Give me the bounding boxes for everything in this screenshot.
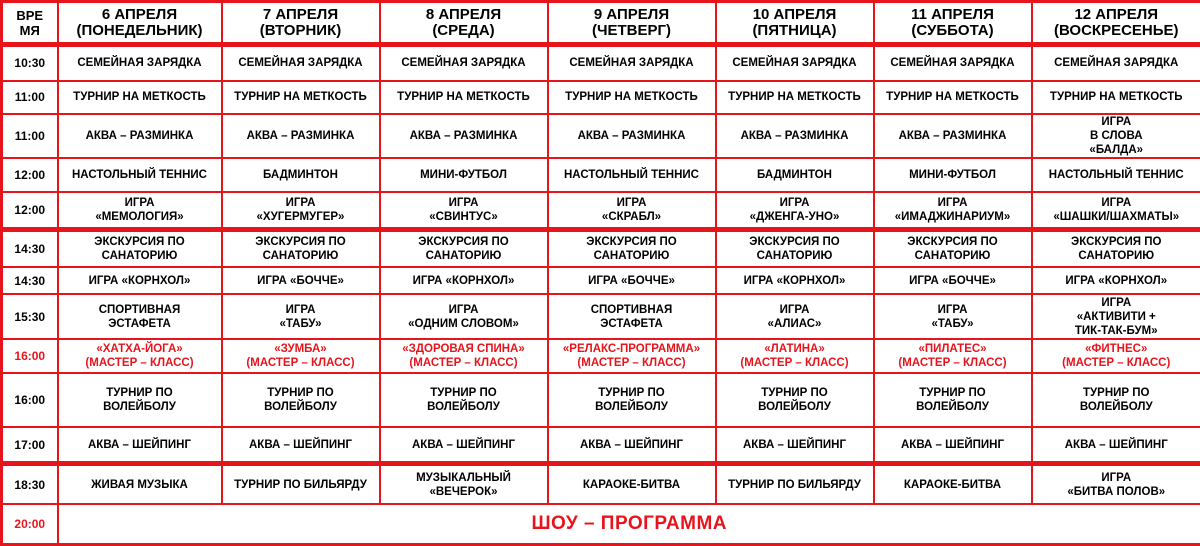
activity-cell: АКВА – РАЗМИНКА	[548, 114, 716, 158]
activity-cell: АКВА – РАЗМИНКА	[58, 114, 222, 158]
activity-cell: ТУРНИР НА МЕТКОСТЬ	[222, 81, 380, 114]
activity-cell: ЖИВАЯ МУЗЫКА	[58, 464, 222, 504]
activity-cell: ИГРА «БОЧЧЕ»	[222, 267, 380, 294]
activity-cell: ИГРА «ОДНИМ СЛОВОМ»	[380, 294, 548, 338]
activity-cell: ИГРА «КОРНХОЛ»	[380, 267, 548, 294]
schedule-row	[2, 81, 1200, 114]
time-cell: 11:00	[2, 114, 58, 158]
time-cell: 12:00	[2, 158, 58, 191]
activity-cell: НАСТОЛЬНЫЙ ТЕННИС	[548, 158, 716, 191]
activity-cell: НАСТОЛЬНЫЙ ТЕННИС	[58, 158, 222, 191]
activity-cell: ЭКСКУРСИЯ ПО САНАТОРИЮ	[548, 230, 716, 267]
activity-cell: ТУРНИР НА МЕТКОСТЬ	[58, 81, 222, 114]
activity-cell: СЕМЕЙНАЯ ЗАРЯДКА	[548, 45, 716, 81]
activity-cell: ИГРА «ДЖЕНГА-УНО»	[716, 192, 874, 230]
activity-cell: ТУРНИР НА МЕТКОСТЬ	[716, 81, 874, 114]
activity-cell: ТУРНИР ПО ВОЛЕЙБОЛУ	[380, 373, 548, 427]
schedule-row	[2, 192, 1200, 230]
activity-cell: ИГРА «БОЧЧЕ»	[874, 267, 1032, 294]
activity-cell: АКВА – РАЗМИНКА	[716, 114, 874, 158]
activity-cell: ТУРНИР ПО ВОЛЕЙБОЛУ	[548, 373, 716, 427]
activity-cell: ТУРНИР ПО БИЛЬЯРДУ	[716, 464, 874, 504]
activity-cell: ИГРА «СВИНТУС»	[380, 192, 548, 230]
activity-cell: МУЗЫКАЛЬНЫЙ «ВЕЧЕРОК»	[380, 464, 548, 504]
activity-cell: АКВА – РАЗМИНКА	[222, 114, 380, 158]
schedule-row	[2, 373, 1200, 427]
activity-cell: ТУРНИР НА МЕТКОСТЬ	[548, 81, 716, 114]
day-header-mon: 6 АПРЕЛЯ (ПОНЕДЕЛЬНИК)	[58, 2, 222, 45]
activity-cell: ИГРА «КОРНХОЛ»	[58, 267, 222, 294]
masterclass-cell: «ФИТНЕС» (МАСТЕР – КЛАСС)	[1032, 339, 1200, 373]
activity-cell: СЕМЕЙНАЯ ЗАРЯДКА	[874, 45, 1032, 81]
activity-cell: АКВА – РАЗМИНКА	[874, 114, 1032, 158]
activity-cell: АКВА – ШЕЙПИНГ	[380, 427, 548, 463]
time-cell: 14:30	[2, 267, 58, 294]
activity-cell: ИГРА «АЛИАС»	[716, 294, 874, 338]
activity-cell: ИГРА «АКТИВИТИ + ТИК-ТАК-БУМ»	[1032, 294, 1200, 338]
day-header-tue: 7 АПРЕЛЯ (ВТОРНИК)	[222, 2, 380, 45]
schedule-row	[2, 230, 1200, 267]
final-row	[2, 504, 1200, 544]
schedule-row	[2, 294, 1200, 338]
activity-cell: АКВА – РАЗМИНКА	[380, 114, 548, 158]
activity-cell: БАДМИНТОН	[716, 158, 874, 191]
activity-cell: ТУРНИР НА МЕТКОСТЬ	[874, 81, 1032, 114]
activity-cell: ИГРА «СКРАБЛ»	[548, 192, 716, 230]
masterclass-cell: «ХАТХА-ЙОГА» (МАСТЕР – КЛАСС)	[58, 339, 222, 373]
activity-cell: ЭКСКУРСИЯ ПО САНАТОРИЮ	[716, 230, 874, 267]
time-cell: 14:30	[2, 230, 58, 267]
activity-cell: ТУРНИР ПО ВОЛЕЙБОЛУ	[874, 373, 1032, 427]
time-cell: 12:00	[2, 192, 58, 230]
activity-cell: ИГРА «ТАБУ»	[222, 294, 380, 338]
activity-cell: ТУРНИР ПО ВОЛЕЙБОЛУ	[58, 373, 222, 427]
header-row	[2, 2, 1200, 45]
activity-cell: СЕМЕЙНАЯ ЗАРЯДКА	[380, 45, 548, 81]
schedule-row	[2, 158, 1200, 191]
activity-cell: АКВА – ШЕЙПИНГ	[548, 427, 716, 463]
time-cell: 15:30	[2, 294, 58, 338]
activity-cell: ИГРА «КОРНХОЛ»	[716, 267, 874, 294]
activity-cell: КАРАОКЕ-БИТВА	[874, 464, 1032, 504]
activity-cell: СЕМЕЙНАЯ ЗАРЯДКА	[716, 45, 874, 81]
activity-cell: АКВА – ШЕЙПИНГ	[716, 427, 874, 463]
activity-cell: ИГРА «КОРНХОЛ»	[1032, 267, 1200, 294]
activity-cell: АКВА – ШЕЙПИНГ	[874, 427, 1032, 463]
masterclass-cell: «ЛАТИНА» (МАСТЕР – КЛАСС)	[716, 339, 874, 373]
day-header-sun: 12 АПРЕЛЯ (ВОСКРЕСЕНЬЕ)	[1032, 2, 1200, 45]
masterclass-cell: «ЗУМБА» (МАСТЕР – КЛАСС)	[222, 339, 380, 373]
activity-cell: ЭКСКУРСИЯ ПО САНАТОРИЮ	[1032, 230, 1200, 267]
activity-cell: ИГРА «ИМАДЖИНАРИУМ»	[874, 192, 1032, 230]
activity-cell: ЭКСКУРСИЯ ПО САНАТОРИЮ	[222, 230, 380, 267]
activity-cell: КАРАОКЕ-БИТВА	[548, 464, 716, 504]
activity-cell: ИГРА «МЕМОЛОГИЯ»	[58, 192, 222, 230]
time-cell: 10:30	[2, 45, 58, 81]
schedule-row	[2, 427, 1200, 463]
masterclass-cell: «ЗДОРОВАЯ СПИНА» (МАСТЕР – КЛАСС)	[380, 339, 548, 373]
time-cell: 17:00	[2, 427, 58, 463]
activity-cell: ИГРА В СЛОВА «БАЛДА»	[1032, 114, 1200, 158]
time-column-header: ВРЕ МЯ	[2, 2, 58, 45]
activity-cell: МИНИ-ФУТБОЛ	[380, 158, 548, 191]
activity-cell: БАДМИНТОН	[222, 158, 380, 191]
activity-cell: ИГРА «ХУГЕРМУГЕР»	[222, 192, 380, 230]
activity-cell: ТУРНИР ПО ВОЛЕЙБОЛУ	[1032, 373, 1200, 427]
masterclass-cell: «РЕЛАКС-ПРОГРАММА» (МАСТЕР – КЛАСС)	[548, 339, 716, 373]
activity-cell: ТУРНИР ПО ВОЛЕЙБОЛУ	[716, 373, 874, 427]
activity-cell: ЭКСКУРСИЯ ПО САНАТОРИЮ	[380, 230, 548, 267]
schedule-row	[2, 45, 1200, 81]
activity-cell: ТУРНИР ПО БИЛЬЯРДУ	[222, 464, 380, 504]
activity-cell: ИГРА «ТАБУ»	[874, 294, 1032, 338]
schedule-row	[2, 114, 1200, 158]
day-header-fri: 10 АПРЕЛЯ (ПЯТНИЦА)	[716, 2, 874, 45]
schedule-row	[2, 267, 1200, 294]
activity-cell: НАСТОЛЬНЫЙ ТЕННИС	[1032, 158, 1200, 191]
time-cell: 16:00	[2, 373, 58, 427]
day-header-sat: 11 АПРЕЛЯ (СУББОТА)	[874, 2, 1032, 45]
time-cell: 11:00	[2, 81, 58, 114]
activity-cell: АКВА – ШЕЙПИНГ	[1032, 427, 1200, 463]
schedule-row	[2, 464, 1200, 504]
activity-cell: ЭКСКУРСИЯ ПО САНАТОРИЮ	[874, 230, 1032, 267]
activity-cell: ТУРНИР НА МЕТКОСТЬ	[1032, 81, 1200, 114]
activity-cell: МИНИ-ФУТБОЛ	[874, 158, 1032, 191]
day-header-thu: 9 АПРЕЛЯ (ЧЕТВЕРГ)	[548, 2, 716, 45]
activity-cell: ИГРА «БОЧЧЕ»	[548, 267, 716, 294]
time-cell: 18:30	[2, 464, 58, 504]
masterclass-cell: «ПИЛАТЕС» (МАСТЕР – КЛАСС)	[874, 339, 1032, 373]
activity-cell: СЕМЕЙНАЯ ЗАРЯДКА	[1032, 45, 1200, 81]
time-cell: 16:00	[2, 339, 58, 373]
activity-cell: ИГРА «ШАШКИ/ШАХМАТЫ»	[1032, 192, 1200, 230]
time-cell: 20:00	[2, 504, 58, 544]
activity-cell: ТУРНИР ПО ВОЛЕЙБОЛУ	[222, 373, 380, 427]
activity-cell: ИГРА «БИТВА ПОЛОВ»	[1032, 464, 1200, 504]
schedule-row-masterclass	[2, 339, 1200, 373]
activity-cell: ТУРНИР НА МЕТКОСТЬ	[380, 81, 548, 114]
activity-cell: СПОРТИВНАЯ ЭСТАФЕТА	[58, 294, 222, 338]
activity-cell: СПОРТИВНАЯ ЭСТАФЕТА	[548, 294, 716, 338]
activity-cell: ЭКСКУРСИЯ ПО САНАТОРИЮ	[58, 230, 222, 267]
activity-cell: АКВА – ШЕЙПИНГ	[58, 427, 222, 463]
activity-cell: СЕМЕЙНАЯ ЗАРЯДКА	[222, 45, 380, 81]
activity-cell: СЕМЕЙНАЯ ЗАРЯДКА	[58, 45, 222, 81]
show-program-cell: ШОУ – ПРОГРАММА	[58, 504, 1200, 544]
day-header-wed: 8 АПРЕЛЯ (СРЕДА)	[380, 2, 548, 45]
activity-cell: АКВА – ШЕЙПИНГ	[222, 427, 380, 463]
